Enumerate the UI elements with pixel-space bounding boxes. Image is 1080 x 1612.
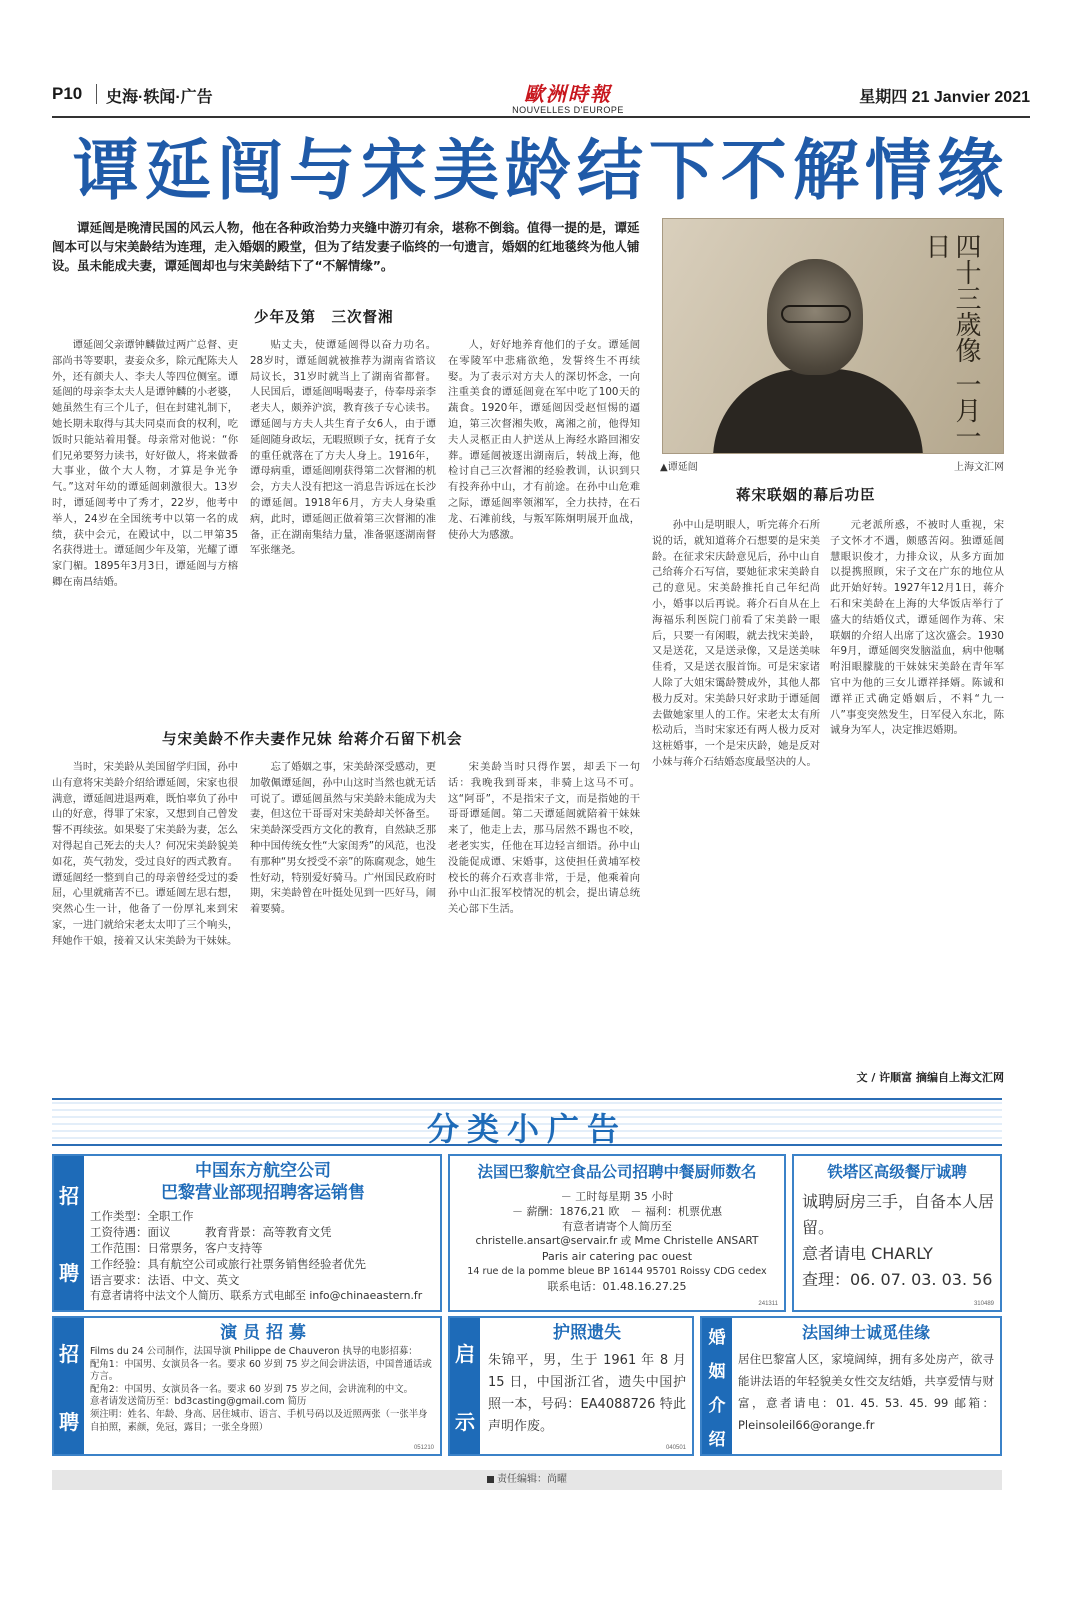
ad-tab-notice — [450, 1318, 480, 1454]
ad-tab-recruit — [54, 1156, 84, 1310]
section-title-3: 蒋宋联姻的幕后功臣 — [736, 488, 876, 504]
ad4-line: Films du 24 公司制作，法国导演 Philippe de Chauveron 执导的电影招募： — [90, 1346, 418, 1357]
ad-restaurant — [792, 1154, 1002, 1312]
ad1-contact: 有意者请将中法文个人简历、联系方式电邮至 info@chinaeastern.fr — [90, 1289, 423, 1302]
ad-tab-recruit — [54, 1318, 84, 1454]
ad2-line: Paris air catering pac ouest — [541, 1250, 693, 1263]
tab-char: 招 — [59, 1184, 79, 1208]
article-column-3 — [448, 338, 640, 710]
section-name: 史海·轶闻·广告 — [106, 89, 213, 106]
ad3-ref: 310489 — [973, 1301, 994, 1307]
tab-char: 启 — [455, 1341, 475, 1366]
ad2-email: christelle.ansart@servair.fr 或 Mme Christelle ANSART — [475, 1235, 759, 1247]
ad4-email: 意者请发送简历至：bd3casting@gmail.com 简历 — [90, 1396, 307, 1408]
photo-credit: 上海文汇网 — [954, 462, 1004, 473]
ad3-line: 诚聘厨房三手，自备本人居留。 — [802, 1192, 995, 1237]
ad-casting — [52, 1316, 442, 1456]
tab-char: 示 — [455, 1409, 475, 1434]
tab-char: 聘 — [59, 1409, 79, 1434]
article-headline: 谭延闿与宋美龄结下不解情缘 — [73, 131, 1009, 209]
ad4-ref: 051210 — [413, 1445, 434, 1451]
issue-date: 星期四 21 Janvier 2021 — [859, 89, 1030, 106]
column-5-text: 忘了婚姻之事，宋美龄深受感动，更加敬佩谭延闿，孙中山这时当然也就无话可说了。谭延闿虽然与宋美龄未能成为夫妻，但这位干哥哥对宋美龄却关怀备至。宋美龄深受西方文化的教育，自然缺乏那种中国传统女性“大家闺秀”的风范，也没有那种“男女授受不亲”的陈腐观念，她生性好动，特别爱好骑马。广州国民政府时期，宋美龄曾在叶挺处见到一匹好马，闹着要骑。 — [250, 761, 436, 916]
classified-banner — [52, 1098, 1002, 1146]
ad6-title: 法国绅士诚觅佳缘 — [801, 1323, 930, 1342]
ad6-text: 居住巴黎富人区，家境阔绰，拥有多处房产，欲寻能讲法语的年轻貌美女性交友结婚，共享爱情与财富，意者请电：01. 45. 53. 45. 99 邮箱：Pleinsoleil66@orange.fr — [738, 1352, 994, 1432]
tab-char: 招 — [59, 1341, 79, 1366]
ad-lost-passport — [448, 1316, 694, 1456]
ad4-line: 配角1：中国男、女演员各一名。要求 60 岁到 75 岁之间会讲法语，中国普通话或方言。 — [90, 1358, 432, 1383]
article-column-1 — [52, 338, 238, 710]
ad5-text: 朱锦平，男，生于 1961 年 8 月 15 日，中国浙江省，遗失中国护照一本，号码：EA4088726 特此声明作废。 — [488, 1353, 686, 1434]
section-divider — [96, 84, 97, 104]
ad1-line: 工作范围：日常票务，客户支持等 — [90, 1241, 263, 1255]
ad2-address: 14 rue de la pomme bleue BP 16144 95701 Roissy CDG cedex — [467, 1266, 767, 1277]
tab-char: 绍 — [708, 1429, 726, 1450]
portrait-figure-body — [713, 369, 923, 454]
column-1-text: 谭延闿父亲谭钟麟做过两广总督、吏部尚书等要职，妻妾众多，除元配陈夫人外，还有颜夫人、李夫人等四位侧室。谭延闿的母亲李太夫人是谭钟麟的小老婆，她虽然生有三个儿子，但在封建礼制下，她长期未取得与其夫同桌而食的权利，吃饭时只能站着用餐。母亲常对他说：“你们兄弟要努力读书，好好做人，将来做番大事业，做个大人物，才算是争光争气。”这对年幼的谭延闿刺激很大。13岁时，谭延闿考中了秀才，22岁，他考中举人，24岁在全国统考中以第一名的成绩，获中会元，在殿试中，以二甲第35名获得进士。谭延闿少年及第，光耀了谭家门楣。1895年3月3日，谭延闿与方榕卿在南昌结婚。 — [52, 339, 238, 588]
ad5-title: 护照遗失 — [553, 1323, 621, 1343]
ad3-line: 意者请电 CHARLY — [802, 1244, 933, 1263]
article-column-7 — [652, 518, 820, 1064]
section-title-1: 少年及第 三次督湘 — [254, 310, 394, 326]
article-column-6 — [448, 760, 640, 1082]
ad2-line: － 工时每星期 35 小时 — [560, 1190, 674, 1203]
tab-char: 婚 — [708, 1327, 726, 1348]
column-4-text: 当时，宋美龄从美国留学归国，孙中山有意将宋美龄介绍给谭延闿，宋家也很满意，谭延闿进退两难，既怕辜负了孙中山的好意，得罪了宋家，又想到自己曾发誓不再续弦。如果娶了宋美龄为妻，怎么对得起自己死去的夫人？何况宋美龄貌美如花，英气勃发，受过良好的西式教育。谭延闿经一整到自己的母亲曾经受过的委屈，心里就痛苦不已。谭延闿左思右想，突然心生一计，他备了一份厚礼来到宋家，一进门就给宋老太太叩了三个响头，拜她作干娘，接着又认宋美龄为干妹妹。 — [52, 761, 238, 947]
ad-matchmaking — [700, 1316, 1002, 1456]
portrait-photo — [662, 218, 1004, 454]
ad2-phone: 联系电话：01.48.16.27.25 — [547, 1280, 687, 1293]
portrait-glasses — [781, 305, 851, 323]
newspaper-logo — [498, 78, 638, 115]
classified-title: 分类小广告 — [426, 1110, 627, 1148]
logo-french: NOUVELLES D'EUROPE — [512, 105, 624, 115]
ad1-line: 语言要求：法语、中文、英文 — [90, 1273, 240, 1287]
ad1-title-2: 巴黎营业部现招聘客运销售 — [161, 1183, 365, 1203]
column-3-text: 人，好好地养育他们的子女。谭延闿在零陵军中悲痛欲绝，发誓终生不再续娶。为了表示对方夫人的深切怀念，一向注重美食的谭延闿竟在军中吃了100天的蔬食。1920年，谭延闿因受赵恒惕的逼迫，第三次督湘失败，离湘之前，他得知夫人灵柩正由人护送从上海经水路回湘安葬。谭延闿被逐出湖南后，转战上海，他检讨自己三次督湘的经验教训，认识到只有投奔孙中山，才有前途。在孙中山危难之际，谭延闿率领湘军，全力扶持，在石龙、石滩前线，与叛军陈炯明展开血战，使孙大为感激。 — [448, 339, 640, 541]
ad-china-eastern — [52, 1154, 442, 1312]
editor-credit: 责任编辑：尚曜 — [497, 1474, 567, 1485]
tab-char: 介 — [708, 1395, 726, 1416]
photo-caption: ▲谭延闿 — [660, 462, 698, 473]
tab-char: 聘 — [59, 1261, 79, 1285]
ad1-line: 工作经验：具有航空公司或旅行社票务销售经验者优先 — [90, 1257, 366, 1271]
ad2-line: 有意者请寄个人简历至 — [562, 1220, 672, 1233]
ad3-phone: 查理：06. 07. 03. 03. 56 — [802, 1270, 993, 1289]
ad-air-catering — [448, 1154, 786, 1312]
masthead — [52, 78, 1030, 118]
tab-char: 姻 — [708, 1361, 726, 1382]
article-column-8 — [830, 518, 1004, 1064]
ad4-line: 须注明：姓名、年龄、身高、居住城市、语言、手机号码以及近照两张（一张半身自拍照，素颜，免冠，露目；一张全身照） — [90, 1408, 428, 1433]
article-column-5 — [250, 760, 436, 1082]
editor-footer — [52, 1470, 1002, 1490]
ad-tab-marriage — [702, 1318, 732, 1454]
column-2-text: 贴丈夫，使谭延闿得以奋力功名。28岁时，谭延闿就被推荐为湖南省谘议局议长，31岁时就当上了湖南省都督。人民国后，谭延闿喝喝妻子，侍奉母亲李老夫人，颇养沪滨，教育孩子专心读书。谭延闿与方夫人共生育子女6人，由于谭延闿随身政坛，无暇照顾子女，抚育子女的重任就落在了方夫人身上。1916年，谭母病重，谭延闿刚获得第二次督湘的机会，方夫人没有把这一消息告诉远在长沙的谭延闿。1918年6月，方夫人身染重病，此时，谭延闿正做着第三次督湘的准备，正在湖南集结力量，准备驱逐湖南督军张继尧。 — [250, 339, 436, 557]
article-column-2 — [250, 338, 436, 710]
ad2-line: － 薪酬：1876,21 欧 － 福利：机票优惠 — [512, 1205, 722, 1218]
section-title-2: 与宋美龄不作夫妻作兄妹 给蒋介石留下机会 — [162, 732, 463, 748]
ad2-ref: 241311 — [758, 1301, 778, 1307]
page-number: P10 — [52, 84, 83, 103]
article-column-4 — [52, 760, 238, 1082]
ad5-ref: 040501 — [665, 1445, 686, 1451]
ad4-line: 配角2：中国男、女演员各一名。要求 60 岁到 75 岁之间，会讲流利的中文。 — [90, 1383, 413, 1395]
article-byline: 文 / 许顺富 摘编自上海文汇网 — [856, 1071, 1004, 1084]
square-icon — [487, 1476, 494, 1483]
ad4-title: 演 员 招 募 — [220, 1323, 306, 1343]
ad2-title: 法国巴黎航空食品公司招聘中餐厨师数名 — [477, 1163, 757, 1181]
ad1-title-1: 中国东方航空公司 — [195, 1161, 331, 1181]
article-lead: 谭延闿是晚清民国的风云人物，他在各种政治势力夹缝中游刃有余，堪称不倒翁。值得一提的是，谭延闿本可以与宋美龄结为连理，走入婚姻的殿堂，但为了结发妻子临终的一句遗言，婚姻的红地毯终为他人铺设。虽未能成夫妻，谭延闿却也与宋美龄结下了“不解情缘”。 — [52, 220, 640, 273]
ad1-line: 工作类型：全职工作 — [90, 1209, 194, 1223]
photo-inscription: 四十三歲像 一月一日 — [921, 233, 981, 450]
ad1-line: 工资待遇：面议 教育背景：高等教育文凭 — [90, 1225, 332, 1239]
column-6-text: 宋美龄当时只得作罢，却丢下一句话：我晚我到哥来，非骑上这马不可。这“阿哥”，不是指宋子文，而是指她的干哥哥谭延闿。第二天谭延闿就陪着干妹妹来了，他走上去，那马居然不踢也不咬，老老实实，任他在耳边轻言细语。孙中山没能促成谭、宋婚事，这使担任黄埔军校校长的蒋介石欢喜非常，于是，他乘着向孙中山汇报军校情况的机会，提出请总统关心部下生活。 — [448, 761, 640, 916]
logo-chinese: 歐洲時報 — [524, 82, 612, 106]
column-7-text: 孙中山是明眼人，听完蒋介石所说的话，就知道蒋介石想要的是宋美龄。在征求宋庆龄意见后，孙中山自己给蒋介石写信，要她征求宋美龄自己的意见。宋美龄推托自己年纪尚小，婚事以后再说。蒋介石自从在上海福乐利医院门前看了宋美龄一眼后，只要一有闲暇，就去找宋美龄，又是送花，又是送录像，又是送美味佳肴，又是送衣服首饰。可是宋家诸人除了大姐宋霭龄赞成外，其他人都极力反对。宋美龄只好求助于谭延闿去做她家里人的工作。宋老太太有所松动后，当时宋家还有两人极力反对这桩婚事，一个是宋庆龄，她是反对小妹与蒋介石结婚态度最坚决的人。 — [652, 519, 820, 768]
column-8-text: 元老派所惑，不被时人重视，宋子文怀才不遇，颇感苦闷。独谭延闿慧眼识俊才，力排众议，从多方面加以提携照顾，宋子文在广东的地位从此开始好转。1927年12月1日，蒋介石和宋美龄在上海的大华饭店举行了盛大的结婚仪式，谭延闿作为蒋、宋联姻的介绍人出席了这次盛会。1930年9月，谭延闿突发脑溢血，病中他嘱咐泪眼朦胧的干妹妹宋美龄在青年军官中为他的三女儿谭祥择婿。陈诚和谭祥正式确定婚姻后，不料“九一八”事变突然发生，日军侵入东北，陈诚身为军人，决定推迟婚期。 — [830, 519, 1004, 737]
ad3-title: 铁塔区高级餐厅诚聘 — [827, 1163, 967, 1181]
